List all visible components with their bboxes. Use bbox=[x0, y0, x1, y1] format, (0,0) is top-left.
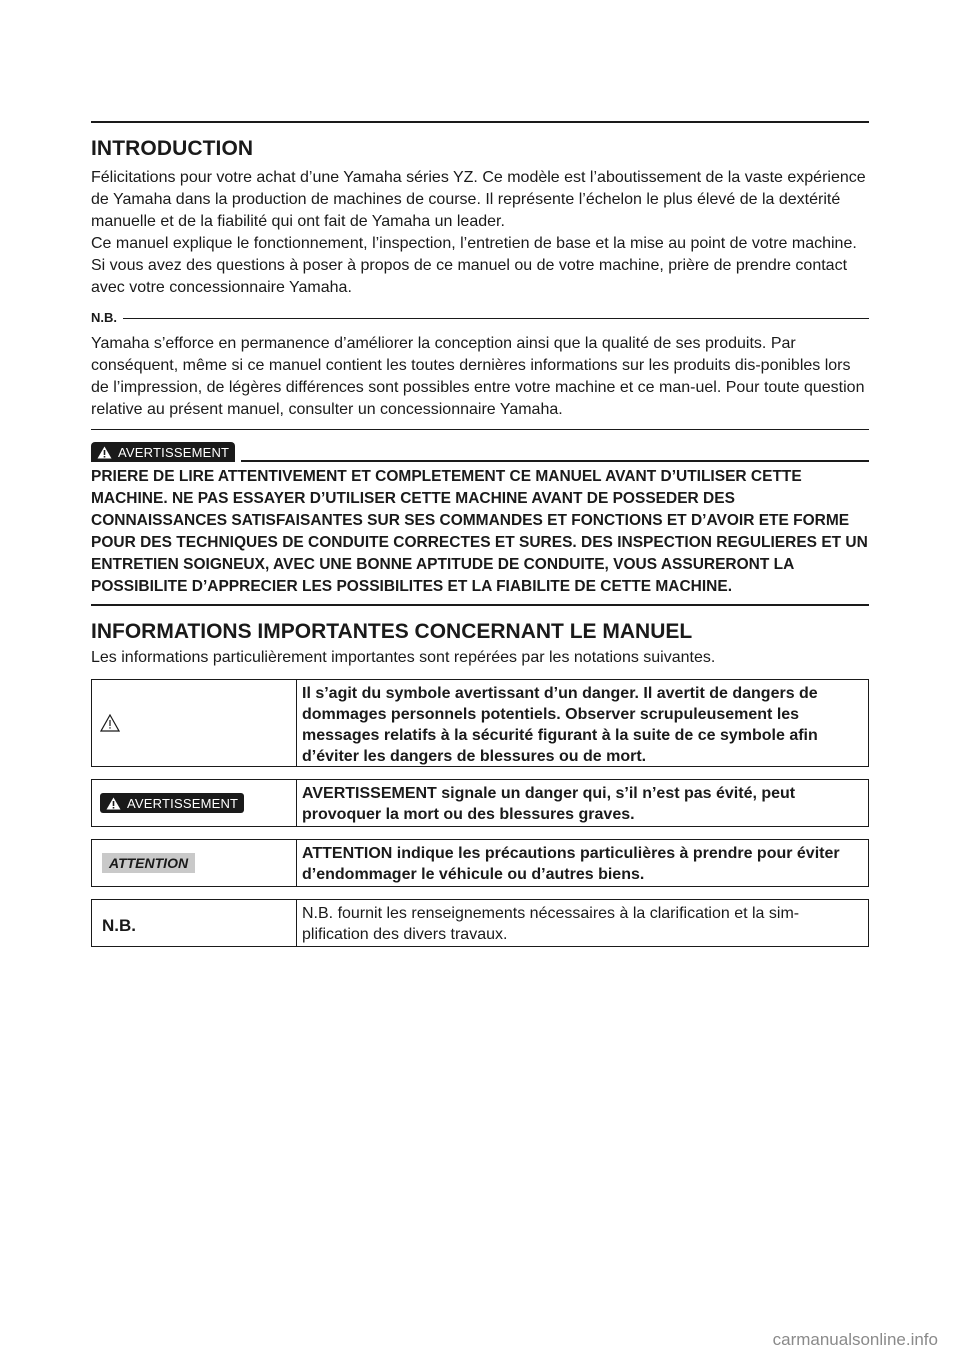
notation-row-symbol bbox=[91, 679, 869, 767]
warning-rule bbox=[241, 460, 869, 462]
important-title: INFORMATIONS IMPORTANTES CONCERNANT LE MANUEL bbox=[91, 620, 693, 643]
notation-row-attention bbox=[91, 839, 869, 887]
warning-triangle-icon bbox=[100, 714, 120, 732]
notation-warning-cell bbox=[92, 780, 297, 826]
warning-triangle-icon bbox=[97, 446, 112, 459]
intro-paragraph-1: Félicitations pour votre achat d’une Yamaha séries YZ. Ce modèle est l’aboutissement de la vaste expérience de Yamaha dans la production de machines de course. Il représente l’échelon le plus élevé de la dextérité manuelle et de la fiabilité qui ont fait de Yamaha un leader. bbox=[91, 169, 866, 230]
top-rule bbox=[91, 121, 869, 123]
warning-badge-label: AVERTISSEMENT bbox=[127, 795, 239, 811]
attention-badge: ATTENTION bbox=[102, 853, 195, 873]
warning-badge bbox=[100, 793, 244, 813]
warning-badge bbox=[91, 442, 235, 462]
warning-triangle-icon bbox=[106, 797, 121, 810]
nb-rule bbox=[123, 318, 869, 319]
notation-warning-text: AVERTISSEMENT signale un danger qui, s’il n’est pas évité, peut provoquer la mort ou des blessures graves. bbox=[302, 785, 796, 823]
manual-page bbox=[91, 121, 869, 959]
intro-paragraph-2: Ce manuel explique le fonctionnement, l’inspection, l’entretien de base et la mise au point de votre machine. Si vous avez des questions à poser à propos de ce manuel ou de votre machine, prière de prendre contact avec votre concessionnaire Yamaha. bbox=[91, 235, 857, 296]
notation-nb-cell bbox=[92, 900, 297, 946]
notation-symbol-cell bbox=[92, 680, 297, 766]
notation-attention-text: ATTENTION indique les précautions particulières à prendre pour éviter d’endommager le véhicule ou d’autres biens. bbox=[302, 845, 840, 883]
nb-label: N.B. bbox=[91, 309, 117, 325]
nb-badge: N.B. bbox=[102, 916, 136, 935]
nb-header bbox=[91, 307, 869, 327]
warning-badge-label: AVERTISSEMENT bbox=[118, 444, 230, 460]
nb-text: Yamaha s’efforce en permanence d’améliorer la conception ainsi que la qualité de ses produits. Par conséquent, même si ce manuel contient les toutes dernières informations sur les produits dis-ponibles lors de l’impression, de légères différences sont possibles entre votre machine et ce man-uel. Pour toute question relative au présent manuel, consulter un concessionnaire Yamaha. bbox=[91, 335, 865, 418]
notation-row-nb bbox=[91, 899, 869, 947]
warning-header bbox=[91, 440, 869, 462]
warning-text: PRIERE DE LIRE ATTENTIVEMENT ET COMPLETEMENT CE MANUEL AVANT D’UTILISER CETTE MACHINE. NE PAS ESSAYER D’UTILISER CETTE MACHINE AVANT DE POSSEDER DES CONNAISSANCES SATISFAISANTES SUR SES COMMANDES ET FONCTIONS ET D’AVOIR ETE FORME POUR DES TECHNIQUES DE CONDUITE CORRECTES ET SURES. DES INSPECTION REGULIERES ET UN ENTRETIEN SOIGNEUX, AVEC UNE BONNE APTITUDE DE CONDUITE, VOUS ASSURERONT LA POSSIBILITE D’APPRECIER LES POSSIBILITES ET LA FIABILITE DE CETTE MACHINE. bbox=[91, 466, 869, 606]
notation-symbol-text: Il s’agit du symbole avertissant d’un danger. Il avertit de dangers de dommages personnels potentiels. Observer scrupuleusement les messages relatifs à la sécurité figurant à la suite de ce symbole afin d’éviter les dangers de blessures ou de mort. bbox=[302, 685, 818, 765]
notation-row-warning bbox=[91, 779, 869, 827]
intro-title: INTRODUCTION bbox=[91, 137, 254, 160]
nb-note bbox=[91, 333, 869, 430]
notation-attention-cell bbox=[92, 840, 297, 886]
important-intro: Les informations particulièrement importantes sont repérées par les notations suivantes. bbox=[91, 649, 716, 666]
notation-nb-text: N.B. fournit les renseignements nécessaires à la clarification et la sim-plification des divers travaux. bbox=[302, 905, 800, 943]
watermark: carmanualsonline.info bbox=[772, 1330, 938, 1349]
